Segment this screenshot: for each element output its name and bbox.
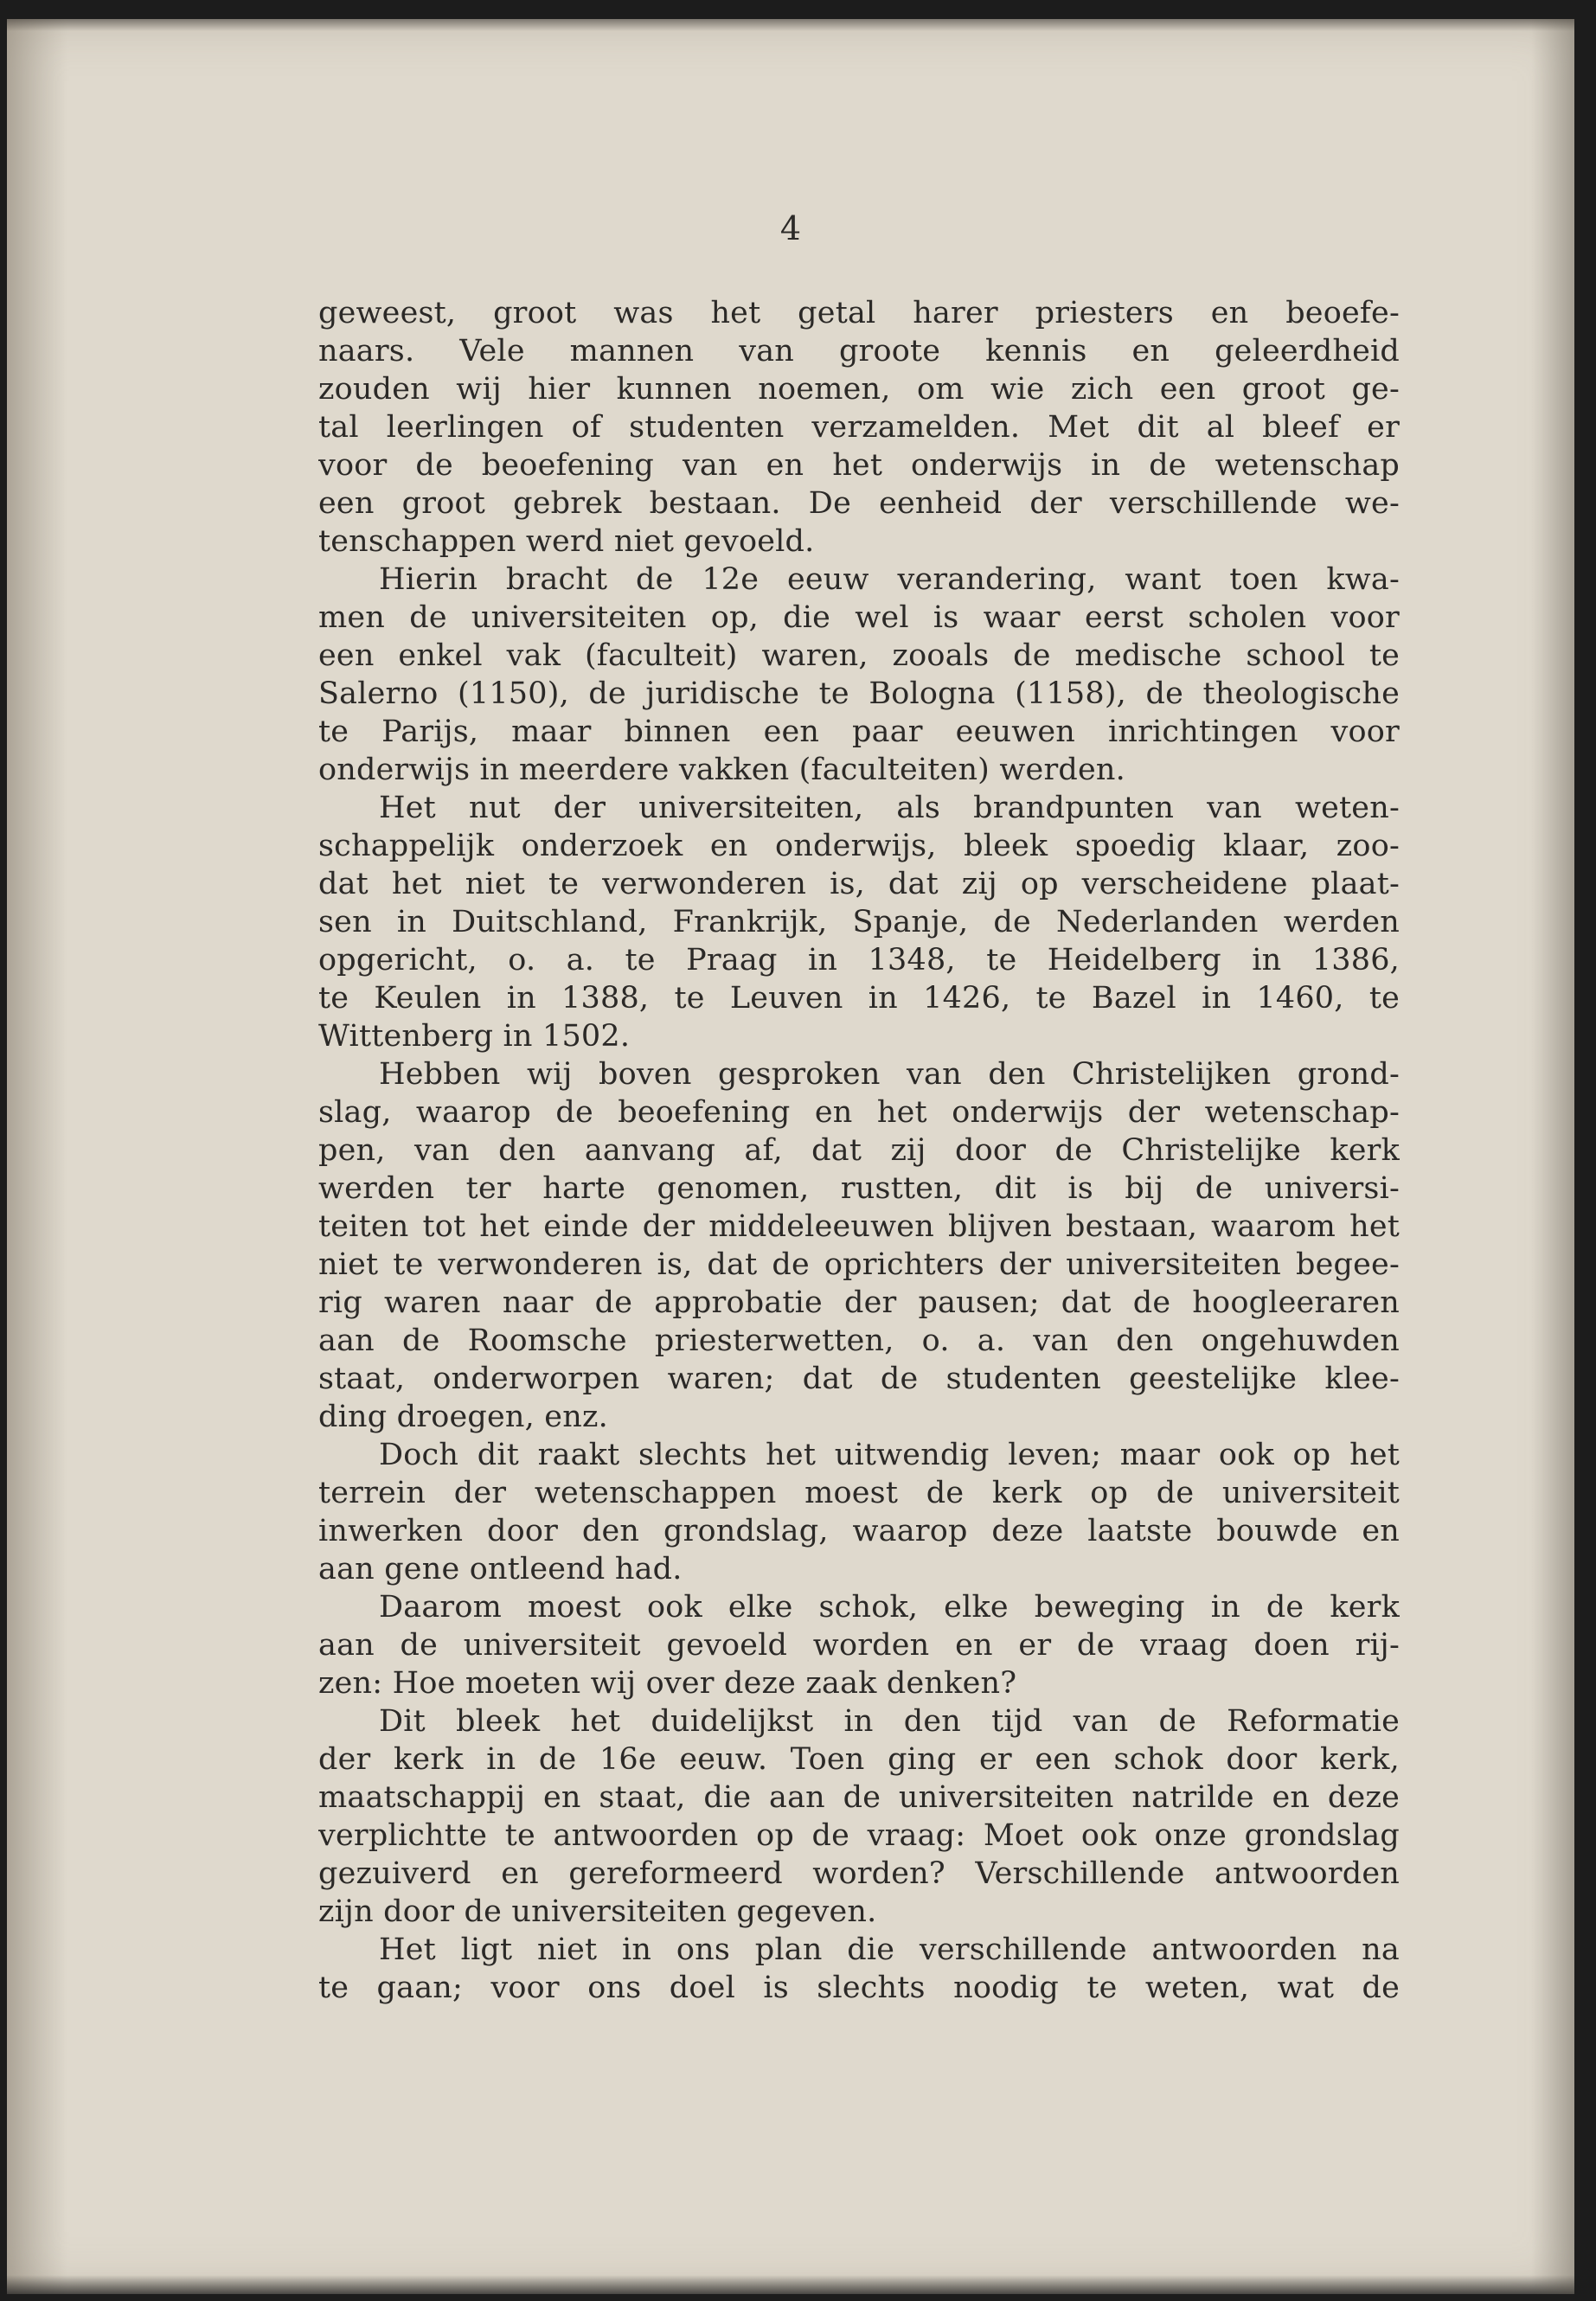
text-line: te Keulen in 1388, te Leuven in 1426, te Bazel in 1460, te [318, 981, 1400, 1016]
text-line: verplichtte te antwoorden op de vraag: Moet ook onze grondslag [318, 1818, 1400, 1853]
paragraph-first-line: Het ligt niet in ons plan die verschillende antwoorden na [379, 1932, 1400, 1967]
text-line: aan de universiteit gevoeld worden en er de vraag doen rij- [318, 1628, 1400, 1663]
paragraph-first-line: Hierin bracht de 12e eeuw verandering, want toen kwa- [379, 562, 1400, 597]
text-line: een groot gebrek bestaan. De eenheid der verschillende we- [318, 486, 1400, 521]
text-line: terrein der wetenschappen moest de kerk op de universiteit [318, 1476, 1400, 1510]
body-text [318, 294, 1400, 2007]
text-line: zen: Hoe moeten wij over deze zaak denken? [318, 1666, 1017, 1701]
text-line: sen in Duitschland, Frankrijk, Spanje, de Nederlanden werden [318, 905, 1400, 939]
text-line: geweest, groot was het getal harer priesters en beoefe- [318, 296, 1400, 330]
text-line: pen, van den aanvang af, dat zij door de Christelijke kerk [318, 1133, 1400, 1168]
page-number: 4 [779, 209, 802, 247]
text-line: men de universiteiten op, die wel is waar eerst scholen voor [318, 600, 1400, 635]
paragraph-first-line: Hebben wij boven gesproken van den Christelijken grond- [379, 1057, 1400, 1092]
text-line: Salerno (1150), de juridische te Bologna (1158), de theologische [318, 676, 1400, 711]
page-top-edge [7, 19, 1574, 31]
paragraph-first-line: Doch dit raakt slechts het uitwendig leven; maar ook op het [379, 1438, 1400, 1472]
page-bottom-edge [7, 2275, 1574, 2294]
scanned-page [7, 19, 1574, 2294]
text-line: niet te verwonderen is, dat de oprichters der universiteiten begee- [318, 1247, 1400, 1282]
text-line: zouden wij hier kunnen noemen, om wie zich een groot ge- [318, 372, 1400, 407]
text-line: opgericht, o. a. te Praag in 1348, te Heidelberg in 1386, [318, 943, 1400, 977]
text-line: gezuiverd en gereformeerd worden? Verschillende antwoorden [318, 1856, 1400, 1891]
text-line: werden ter harte genomen, rustten, dit is bij de universi- [318, 1171, 1400, 1206]
paragraph-first-line: Dit bleek het duidelijkst in den tijd van de Reformatie [379, 1704, 1400, 1739]
text-line: schappelijk onderzoek en onderwijs, bleek spoedig klaar, zoo- [318, 829, 1400, 863]
text-line: tal leerlingen of studenten verzamelden. Met dit al bleef er [318, 410, 1400, 445]
text-line: een enkel vak (faculteit) waren, zooals de medische school te [318, 638, 1400, 673]
text-line: aan de Roomsche priesterwetten, o. a. van den ongehuwden [318, 1324, 1400, 1358]
text-line: zijn door de universiteiten gegeven. [318, 1894, 877, 1929]
text-line: onderwijs in meerdere vakken (faculteiten) werden. [318, 753, 1125, 787]
text-line: tenschappen werd niet gevoeld. [318, 524, 815, 559]
text-line: Wittenberg in 1502. [318, 1019, 631, 1054]
text-line: maatschappij en staat, die aan de universiteiten natrilde en deze [318, 1780, 1400, 1815]
text-line: naars. Vele mannen van groote kennis en geleerdheid [318, 334, 1400, 369]
text-line: slag, waarop de beoefening en het onderwijs der wetenschap- [318, 1095, 1400, 1130]
text-line: te Parijs, maar binnen een paar eeuwen inrichtingen voor [318, 715, 1400, 749]
text-line: teiten tot het einde der middeleeuwen blijven bestaan, waarom het [318, 1209, 1400, 1244]
text-line: der kerk in de 16e eeuw. Toen ging er een schok door kerk, [318, 1742, 1400, 1777]
paragraph-first-line: Het nut der universiteiten, als brandpunten van weten- [379, 791, 1400, 825]
text-line: ding droegen, enz. [318, 1400, 608, 1434]
text-line: te gaan; voor ons doel is slechts noodig te weten, wat de [318, 1971, 1400, 2005]
text-line: aan gene ontleend had. [318, 1552, 683, 1586]
text-line: dat het niet te verwonderen is, dat zij op verscheidene plaat- [318, 867, 1400, 901]
text-line: voor de beoefening van en het onderwijs in de wetenschap [318, 448, 1400, 483]
text-line: staat, onderworpen waren; dat de studenten geestelijke klee- [318, 1362, 1400, 1396]
text-line: rig waren naar de approbatie der pausen; dat de hoogleeraren [318, 1285, 1400, 1320]
text-line: inwerken door den grondslag, waarop deze laatste bouwde en [318, 1514, 1400, 1548]
paragraph-first-line: Daarom moest ook elke schok, elke beweging in de kerk [379, 1590, 1400, 1625]
